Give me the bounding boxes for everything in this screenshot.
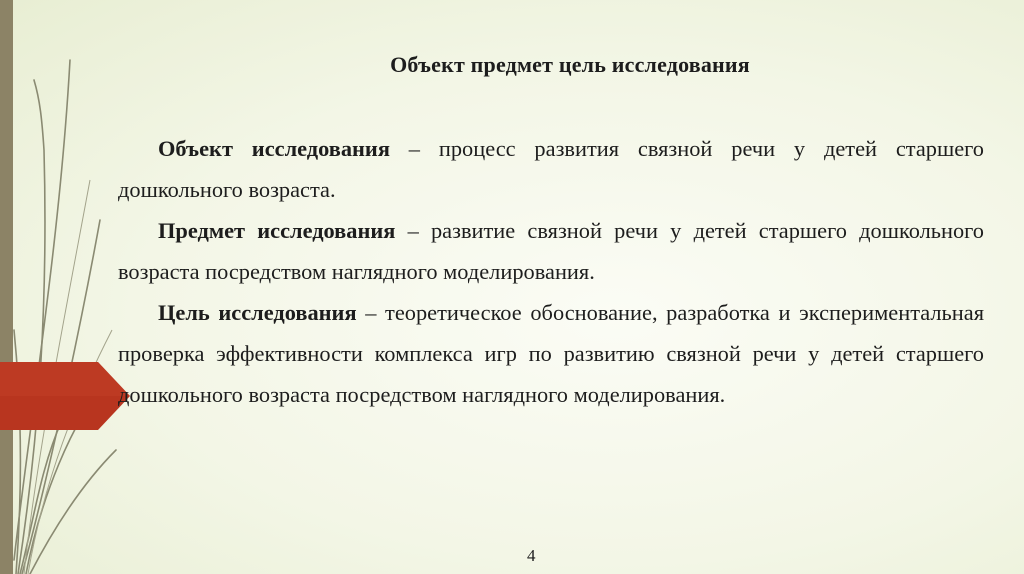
paragraph-object	[118, 128, 984, 210]
text-goal: – теоретическое обоснование, разработка и экспериментальная проверка эффективности комплекса игр по развитию связной речи у детей старшего дошкольного возраста посредством наглядного моделирования.	[118, 300, 984, 407]
term-goal: Цель исследования	[158, 300, 357, 325]
paragraph-subject	[118, 210, 984, 292]
text-object: – процесс развития связной речи у детей старшего дошкольного возраста.	[118, 136, 984, 202]
grass-decoration-icon	[0, 0, 120, 574]
paragraph-goal	[118, 292, 984, 415]
term-subject: Предмет исследования	[158, 218, 396, 243]
red-arrow-shape-icon	[0, 362, 130, 430]
slide-title: Объект предмет цель исследования	[390, 52, 750, 77]
text-subject: – развитие связной речи у детей старшего дошкольного возраста посредством наглядного моделирования.	[118, 218, 984, 284]
term-object: Объект исследования	[158, 136, 390, 161]
slide-body	[118, 128, 984, 415]
page-number: 4	[527, 546, 536, 565]
